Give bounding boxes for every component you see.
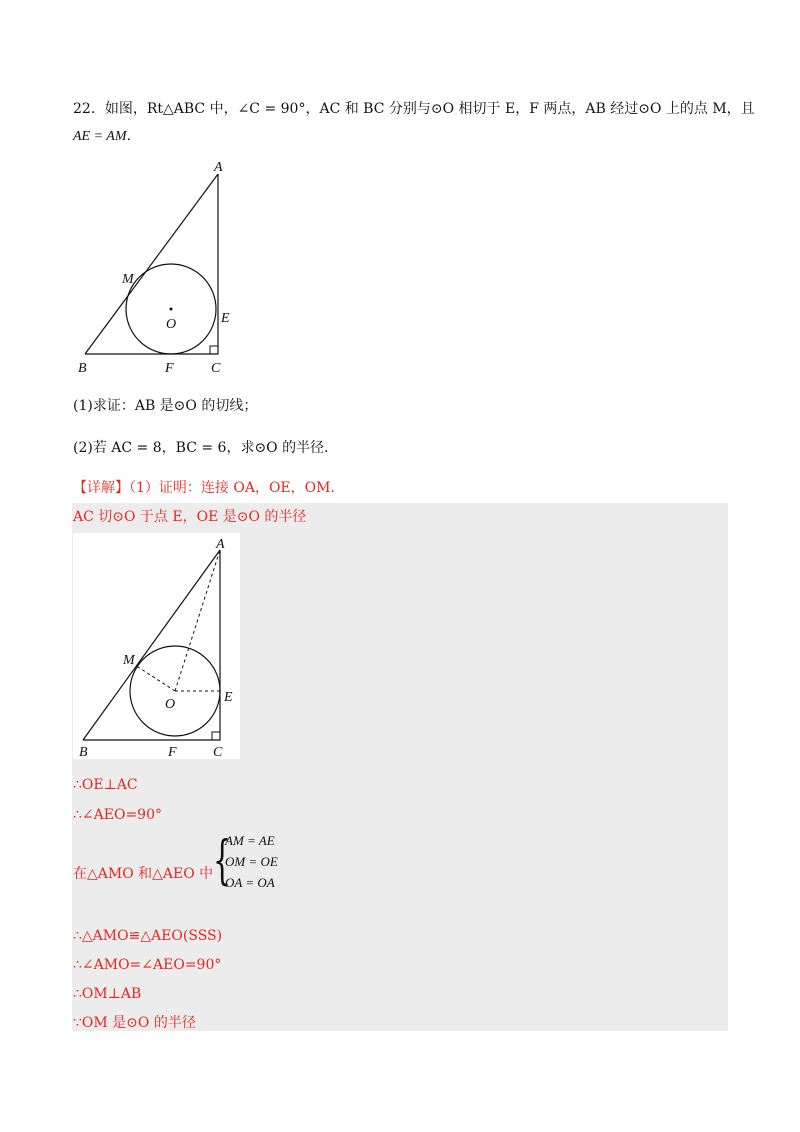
question-1: (1)求证：AB 是⊙O 的切线； xyxy=(73,398,258,414)
side-ab xyxy=(85,174,218,354)
label-e: E xyxy=(221,311,230,326)
solution-step-4: 在△AMO 和△AEO 中 xyxy=(73,866,214,882)
segment-om xyxy=(135,665,175,691)
label-c: C xyxy=(211,361,221,375)
equation-3: OA = OA xyxy=(225,875,275,890)
problem-line-1: 22．如图，Rt△ABC 中，∠C = 90°，AC 和 BC 分别与⊙O 相切于 E，F 两点，AB 经过⊙O 上的点 M，且 xyxy=(73,101,755,117)
side-ab xyxy=(83,550,220,740)
label-b: B xyxy=(78,361,87,375)
right-angle-mark xyxy=(210,346,218,354)
equation-system xyxy=(213,833,283,895)
label-f: F xyxy=(165,361,174,375)
solution-step-5: ∴△AMO≌△AEO(SSS) xyxy=(73,928,223,944)
question-2: (2)若 AC = 8，BC = 6，求⊙O 的半径． xyxy=(73,440,339,456)
label-a: A xyxy=(214,160,223,175)
label-m: M xyxy=(122,272,134,287)
figure-triangle-circle xyxy=(70,150,250,375)
label-a: A xyxy=(216,537,225,552)
solution-step-6: ∴∠AMO=∠AEO=90° xyxy=(73,957,222,973)
label-e: E xyxy=(224,690,233,705)
label-f: F xyxy=(168,745,177,759)
solution-step-8: ∵OM 是⊙O 的半径 xyxy=(73,1015,196,1031)
solution-step-1: AC 切⊙O 于点 E，OE 是⊙O 的半径 xyxy=(73,509,307,525)
segment-oa xyxy=(175,550,220,691)
solution-header: 【详解】（1）证明：连接 OA，OE，OM． xyxy=(73,480,345,496)
solution-step-3: ∴∠AEO=90° xyxy=(73,807,162,823)
label-c: C xyxy=(213,745,223,759)
brace: { xyxy=(213,831,232,891)
solution-step-2: ∴OE⊥AC xyxy=(73,777,138,793)
equation-1: AM = AE xyxy=(225,833,275,848)
label-o: O xyxy=(166,317,177,332)
right-angle-mark xyxy=(212,732,220,740)
center-dot xyxy=(170,308,173,311)
solution-step-7: ∴OM⊥AB xyxy=(73,986,142,1002)
label-b: B xyxy=(79,745,88,759)
label-o: O xyxy=(165,697,176,712)
label-m: M xyxy=(123,653,135,668)
figure-solution xyxy=(73,533,240,759)
problem-line-2: AE = AM． xyxy=(73,129,141,144)
equation-2: OM = OE xyxy=(225,854,278,869)
